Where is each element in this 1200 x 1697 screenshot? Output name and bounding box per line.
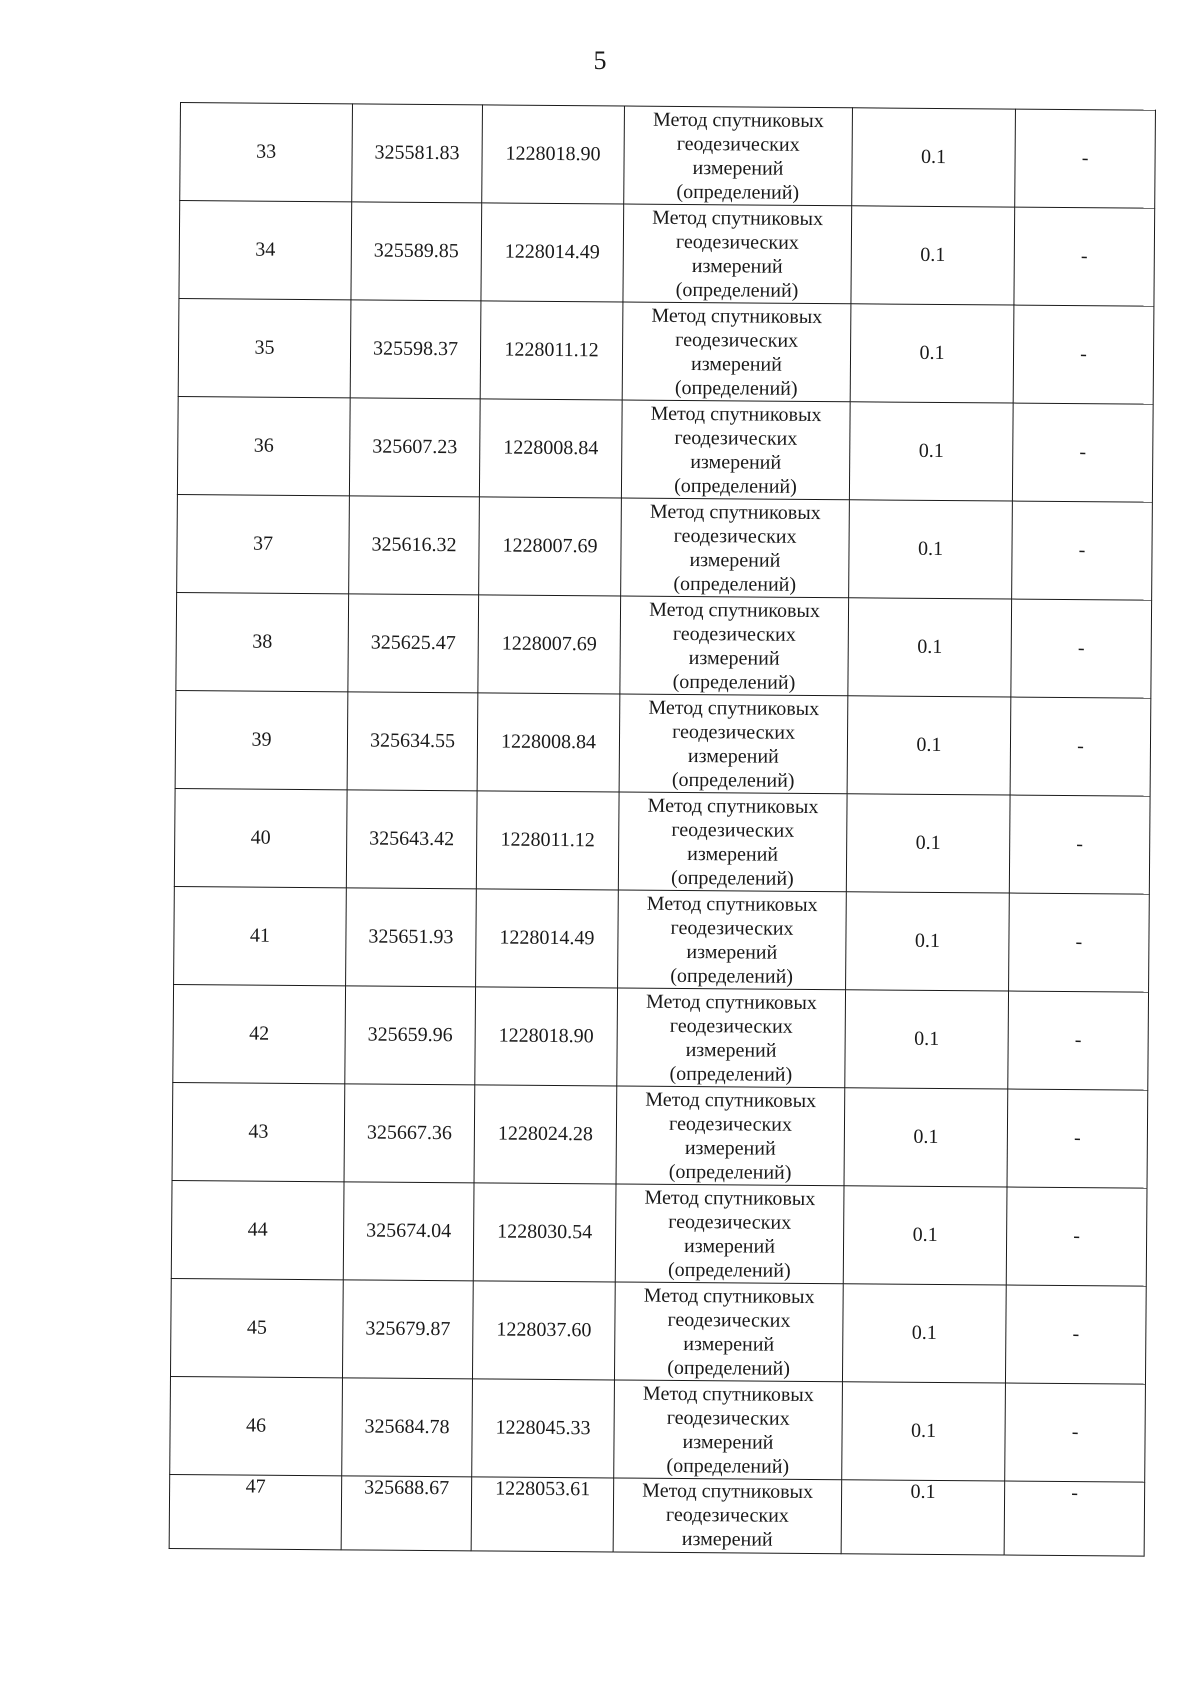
method-line: измерений bbox=[690, 352, 782, 376]
y-coordinate-cell: 1228037.60 bbox=[472, 1281, 615, 1380]
y-coordinate-cell: 1228018.90 bbox=[475, 987, 618, 1086]
x-coordinate-cell: 325598.37 bbox=[350, 300, 481, 399]
point-number-cell: 38 bbox=[176, 592, 349, 691]
method-line: геодезических bbox=[670, 916, 794, 940]
method-line: геодезических bbox=[668, 1112, 793, 1136]
method-line: (определений) bbox=[671, 768, 795, 792]
method-line: измерений bbox=[682, 1430, 774, 1454]
method-cell bbox=[614, 1380, 843, 1480]
accuracy-cell: 0.1 bbox=[843, 1186, 1007, 1285]
description-cell: - bbox=[1008, 991, 1149, 1090]
method-line: Метод спутниковых bbox=[651, 304, 823, 328]
method-line: измерений bbox=[688, 646, 780, 670]
method-line: Метод спутниковых bbox=[649, 598, 821, 622]
x-coordinate-cell: 325607.23 bbox=[349, 398, 480, 497]
method-cell bbox=[619, 694, 848, 794]
method-cell bbox=[620, 596, 849, 696]
y-coordinate-cell: 1228014.49 bbox=[476, 889, 619, 988]
method-line: (определений) bbox=[666, 1454, 790, 1478]
method-line: Метод спутниковых bbox=[648, 696, 820, 720]
method-line: Метод спутниковых bbox=[652, 108, 824, 132]
accuracy-cell: 0.1 bbox=[841, 1480, 1005, 1555]
method-line: геодезических bbox=[667, 1308, 791, 1332]
method-line: геодезических bbox=[665, 1503, 789, 1527]
method-line: геодезических bbox=[671, 818, 795, 842]
method-line: геодезических bbox=[672, 622, 796, 646]
method-line: геодезических bbox=[676, 132, 800, 156]
method-line: (определений) bbox=[675, 278, 799, 302]
method-cell bbox=[618, 792, 847, 892]
accuracy-cell: 0.1 bbox=[849, 500, 1013, 599]
method-cell bbox=[624, 106, 853, 206]
x-coordinate-cell: 325667.36 bbox=[344, 1084, 475, 1183]
method-line: (определений) bbox=[673, 572, 797, 596]
accuracy-cell: 0.1 bbox=[852, 108, 1016, 207]
accuracy-cell: 0.1 bbox=[845, 990, 1009, 1089]
method-line: измерений bbox=[691, 254, 783, 278]
point-number-cell: 36 bbox=[177, 396, 350, 495]
y-coordinate-cell: 1228007.69 bbox=[479, 497, 622, 596]
method-line: Метод спутниковых bbox=[652, 206, 824, 230]
method-cell bbox=[621, 400, 850, 500]
y-coordinate-cell: 1228045.33 bbox=[472, 1379, 615, 1478]
method-line: Метод спутниковых bbox=[647, 794, 819, 818]
table-row bbox=[173, 984, 1149, 1090]
method-cell bbox=[617, 988, 846, 1088]
method-line: измерений bbox=[685, 1038, 777, 1062]
method-cell bbox=[614, 1282, 843, 1382]
method-cell bbox=[622, 302, 851, 402]
table-row bbox=[174, 788, 1150, 894]
table-row bbox=[179, 201, 1155, 307]
y-coordinate-cell: 1228053.61 bbox=[471, 1477, 614, 1552]
y-coordinate-cell: 1228018.90 bbox=[482, 105, 625, 204]
method-line: измерений bbox=[692, 156, 784, 180]
table-row bbox=[169, 1474, 1145, 1556]
point-number-cell: 40 bbox=[174, 788, 347, 887]
y-coordinate-cell: 1228007.69 bbox=[478, 595, 621, 694]
table-row bbox=[172, 1082, 1148, 1188]
point-number-cell: 47 bbox=[169, 1474, 342, 1549]
method-cell bbox=[613, 1478, 842, 1554]
table-body bbox=[169, 103, 1155, 1557]
x-coordinate-cell: 325679.87 bbox=[342, 1280, 473, 1379]
description-cell: - bbox=[1006, 1187, 1147, 1286]
point-number-cell: 34 bbox=[179, 201, 352, 300]
table-row bbox=[170, 1278, 1146, 1384]
y-coordinate-cell: 1228008.84 bbox=[479, 399, 622, 498]
method-line: геодезических bbox=[675, 328, 799, 352]
accuracy-cell: 0.1 bbox=[842, 1382, 1006, 1481]
method-line: измерений bbox=[690, 450, 782, 474]
method-line: (определений) bbox=[668, 1160, 792, 1184]
x-coordinate-cell: 325643.42 bbox=[346, 790, 477, 889]
method-line: геодезических bbox=[674, 426, 798, 450]
method-line: измерений bbox=[687, 842, 779, 866]
accuracy-cell: 0.1 bbox=[848, 598, 1012, 697]
method-line: геодезических bbox=[669, 1014, 793, 1038]
x-coordinate-cell: 325581.83 bbox=[352, 104, 483, 203]
table-row bbox=[171, 1180, 1147, 1286]
point-number-cell: 39 bbox=[175, 690, 348, 789]
y-coordinate-cell: 1228014.49 bbox=[481, 203, 624, 302]
accuracy-cell: 0.1 bbox=[850, 304, 1014, 403]
method-line: геодезических bbox=[668, 1210, 792, 1234]
description-cell: - bbox=[1005, 1285, 1146, 1384]
x-coordinate-cell: 325674.04 bbox=[343, 1182, 474, 1281]
table-row bbox=[177, 494, 1153, 600]
accuracy-cell: 0.1 bbox=[849, 402, 1013, 501]
method-line: измерений bbox=[686, 940, 778, 964]
x-coordinate-cell: 325634.55 bbox=[347, 692, 478, 791]
table-row bbox=[174, 886, 1150, 992]
method-line: измерений bbox=[681, 1527, 773, 1551]
description-cell: - bbox=[1005, 1383, 1146, 1482]
method-cell bbox=[621, 498, 850, 598]
method-cell bbox=[618, 890, 847, 990]
description-cell: - bbox=[1012, 403, 1153, 502]
method-line: геодезических bbox=[666, 1406, 790, 1430]
table-row bbox=[170, 1376, 1146, 1482]
description-cell: - bbox=[1015, 109, 1156, 208]
description-cell: - bbox=[1007, 1089, 1148, 1188]
x-coordinate-cell: 325589.85 bbox=[351, 202, 482, 301]
method-line: измерений bbox=[687, 744, 779, 768]
point-number-cell: 46 bbox=[170, 1376, 343, 1475]
table-row bbox=[176, 592, 1152, 698]
accuracy-cell: 0.1 bbox=[851, 206, 1015, 305]
x-coordinate-cell: 325688.67 bbox=[341, 1476, 472, 1551]
point-number-cell: 43 bbox=[172, 1082, 345, 1181]
y-coordinate-cell: 1228011.12 bbox=[476, 791, 619, 890]
method-line: Метод спутниковых bbox=[650, 402, 822, 426]
method-line: Метод спутниковых bbox=[642, 1382, 814, 1406]
method-line: Метод спутниковых bbox=[642, 1479, 814, 1504]
method-line: (определений) bbox=[672, 670, 796, 694]
method-line: Метод спутниковых bbox=[644, 1186, 816, 1210]
y-coordinate-cell: 1228030.54 bbox=[473, 1183, 616, 1282]
description-cell: - bbox=[1011, 599, 1152, 698]
accuracy-cell: 0.1 bbox=[847, 696, 1011, 795]
description-cell: - bbox=[1009, 893, 1150, 992]
method-line: (определений) bbox=[667, 1356, 790, 1380]
table-row bbox=[178, 298, 1154, 404]
table-row bbox=[177, 396, 1153, 502]
method-cell bbox=[623, 204, 852, 304]
method-line: Метод спутниковых bbox=[646, 892, 818, 916]
method-line: измерений bbox=[684, 1234, 776, 1258]
method-line: Метод спутниковых bbox=[645, 990, 817, 1014]
point-number-cell: 35 bbox=[178, 298, 351, 397]
method-line: (определений) bbox=[674, 376, 798, 400]
description-cell: - bbox=[1009, 795, 1150, 894]
method-line: измерений bbox=[684, 1136, 776, 1160]
y-coordinate-cell: 1228011.12 bbox=[480, 301, 623, 400]
method-line: геодезических bbox=[675, 230, 799, 254]
method-line: геодезических bbox=[672, 720, 796, 744]
method-line: измерений bbox=[683, 1332, 775, 1356]
method-line: (определений) bbox=[667, 1258, 791, 1282]
description-cell: - bbox=[1013, 305, 1154, 404]
y-coordinate-cell: 1228008.84 bbox=[477, 693, 620, 792]
method-line: Метод спутниковых bbox=[649, 500, 821, 524]
point-number-cell: 44 bbox=[171, 1180, 344, 1279]
x-coordinate-cell: 325616.32 bbox=[349, 496, 480, 595]
accuracy-cell: 0.1 bbox=[846, 794, 1010, 893]
method-line: (определений) bbox=[669, 1062, 793, 1086]
x-coordinate-cell: 325625.47 bbox=[348, 594, 479, 693]
method-line: (определений) bbox=[674, 474, 797, 498]
point-number-cell: 42 bbox=[173, 984, 346, 1083]
x-coordinate-cell: 325659.96 bbox=[345, 986, 476, 1085]
method-line: (определений) bbox=[670, 964, 794, 988]
accuracy-cell: 0.1 bbox=[842, 1284, 1006, 1383]
point-number-cell: 33 bbox=[180, 103, 353, 202]
coordinates-table bbox=[169, 102, 1156, 1557]
method-line: измерений bbox=[689, 548, 781, 572]
accuracy-cell: 0.1 bbox=[844, 1088, 1008, 1187]
accuracy-cell: 0.1 bbox=[846, 892, 1010, 991]
method-line: (определений) bbox=[671, 866, 794, 890]
description-cell: - bbox=[1012, 501, 1153, 600]
table-row bbox=[180, 103, 1156, 209]
description-cell: - bbox=[1004, 1481, 1145, 1556]
method-line: Метод спутниковых bbox=[643, 1284, 815, 1308]
page-number: 5 bbox=[593, 46, 607, 75]
method-cell bbox=[615, 1184, 844, 1284]
x-coordinate-cell: 325651.93 bbox=[346, 888, 477, 987]
method-line: Метод спутниковых bbox=[645, 1088, 817, 1112]
x-coordinate-cell: 325684.78 bbox=[342, 1378, 473, 1477]
method-line: (определений) bbox=[676, 180, 800, 204]
point-number-cell: 37 bbox=[177, 494, 350, 593]
table-row bbox=[175, 690, 1151, 796]
description-cell: - bbox=[1014, 207, 1155, 306]
method-cell bbox=[616, 1086, 845, 1186]
description-cell: - bbox=[1010, 697, 1151, 796]
y-coordinate-cell: 1228024.28 bbox=[474, 1085, 617, 1184]
point-number-cell: 41 bbox=[174, 886, 347, 985]
method-line: геодезических bbox=[673, 524, 797, 548]
point-number-cell: 45 bbox=[170, 1278, 343, 1377]
